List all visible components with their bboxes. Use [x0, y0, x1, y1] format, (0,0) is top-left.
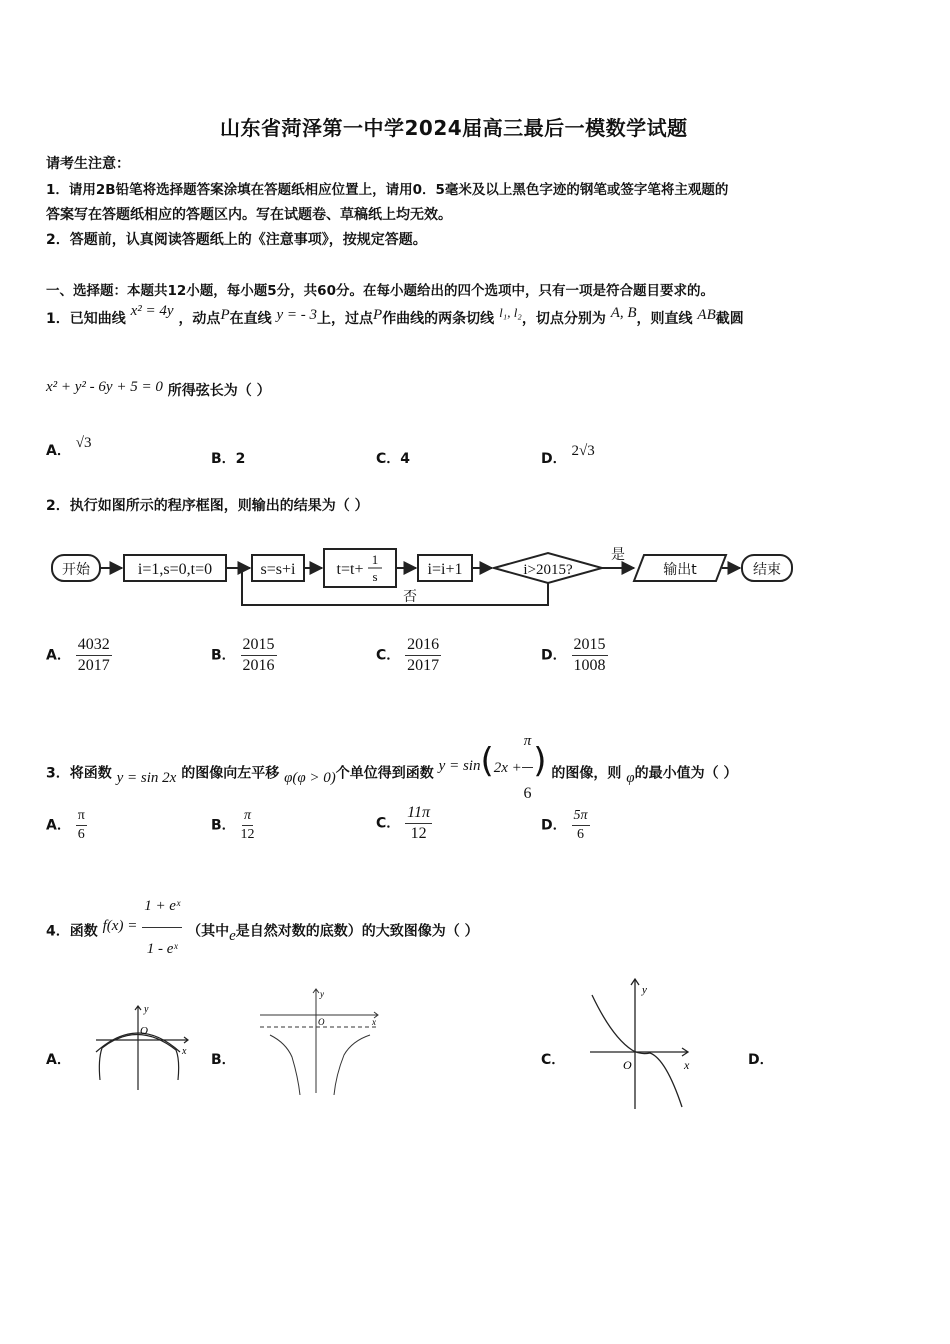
- q4-option-c[interactable]: C．: [541, 1052, 566, 1068]
- q1-text-2: ，动点: [178, 311, 221, 327]
- option-label: A．: [46, 443, 71, 459]
- q1-text-8: 截圆: [715, 311, 744, 327]
- flow-init-label: i=1,s=0,t=0: [137, 561, 213, 578]
- graph-a-origin-label: O: [140, 1025, 148, 1037]
- q1-text-6: ，切点分别为: [521, 311, 606, 327]
- graph-b-origin-label: O: [318, 1017, 325, 1027]
- graph-c-curve: [592, 995, 682, 1107]
- graph-b-x-label: x: [372, 1017, 376, 1027]
- q4-option-d[interactable]: D．: [748, 1052, 774, 1068]
- option-label: C．: [376, 647, 401, 664]
- q3-text-5: 的最小值为（ ）: [634, 765, 738, 782]
- q4-text-2: （其中: [187, 923, 230, 940]
- flow-condition-label: i>2015?: [523, 562, 573, 578]
- q2-option-c[interactable]: [376, 636, 441, 675]
- q1-text-9: 所得弦长为（ ）: [167, 383, 271, 399]
- q3-option-c[interactable]: [376, 804, 432, 843]
- option-label: D．: [541, 451, 567, 467]
- flow-i-label: i=i+1: [427, 561, 463, 578]
- q4-graph-a: [92, 1000, 202, 1095]
- q2-option-a[interactable]: [46, 636, 112, 675]
- graph-b-y-label: y: [320, 989, 324, 999]
- q1-text-5: 作曲线的两条切线: [382, 311, 495, 327]
- option-num: 2015: [572, 636, 608, 656]
- graph-a-curve-right: [102, 1034, 179, 1080]
- q3-func-2-num: π: [522, 716, 534, 768]
- q4-option-b[interactable]: B．: [211, 1052, 236, 1068]
- q1-option-b[interactable]: [211, 448, 245, 468]
- q1-text-1: 1．已知曲线: [46, 311, 126, 327]
- q1-line: y = - 3: [276, 307, 318, 323]
- q1-option-c[interactable]: [376, 448, 410, 468]
- flow-yes-label: 是: [611, 547, 625, 563]
- q1-stem-2: [46, 380, 271, 400]
- q3-option-d[interactable]: [541, 808, 590, 843]
- q3-func-2a: y = sin: [438, 757, 481, 774]
- q1-ab: AB: [697, 307, 716, 323]
- flow-no-label: 否: [403, 589, 417, 605]
- page-title: 山东省菏泽第一中学2024届高三最后一模数学试题: [220, 116, 688, 140]
- notice-line-2: 2．答题前，认真阅读答题纸上的《注意事项》，按规定答题。: [46, 232, 427, 248]
- q1-option-d[interactable]: [541, 440, 595, 467]
- option-num: π: [242, 808, 253, 826]
- q4-fx: f(x) =: [102, 917, 138, 934]
- q4-graph-b: [258, 985, 388, 1100]
- q1-points: A, B: [610, 305, 637, 321]
- option-label: D．: [541, 647, 567, 664]
- notice-line-1b: 答案写在答题纸相应的答题区内。写在试题卷、草稿纸上均无效。: [46, 207, 452, 223]
- q1-text-3: 在直线: [229, 311, 272, 327]
- option-num: 2015: [241, 636, 277, 656]
- q3-func-2b: 2x +: [493, 759, 522, 776]
- option-label: A．: [46, 817, 71, 834]
- q1-circle: x² + y² - 6y + 5 = 0: [46, 379, 163, 395]
- q3-func-2-den: 6: [523, 785, 532, 802]
- option-den: 1008: [573, 657, 606, 674]
- option-num: π: [76, 808, 87, 826]
- q3-func-1: y = sin 2x: [116, 769, 177, 786]
- q1-stem: [46, 304, 744, 334]
- q3-text-2: 的图像向左平移: [181, 765, 280, 782]
- q1-tangents: l₁, l₂: [499, 305, 522, 320]
- option-num: 4032: [76, 636, 112, 656]
- flowchart: [46, 545, 806, 615]
- flow-t-den: s: [372, 569, 378, 584]
- flow-s-label: s=s+i: [260, 561, 296, 578]
- notice-line-1a: 1．请用2B铅笔将选择题答案涂填在答题纸相应位置上，请用0．5毫米及以上黑色字迹的钢笔或签字笔将主观题的: [46, 182, 729, 198]
- graph-c-origin-label: O: [623, 1058, 632, 1072]
- q2-option-b[interactable]: [211, 636, 277, 675]
- option-den: 2017: [407, 657, 440, 674]
- option-label: B．: [211, 647, 236, 664]
- notice-heading: 请考生注意：: [46, 156, 130, 172]
- q3-text-3: 个单位得到函数: [335, 765, 434, 782]
- option-den: 6: [77, 827, 85, 842]
- flow-start-label: 开始: [62, 562, 90, 578]
- q2-option-d[interactable]: [541, 636, 608, 675]
- option-value: 2: [235, 451, 246, 467]
- graph-a-curve-left: [99, 1048, 102, 1080]
- option-label: C．: [376, 451, 401, 467]
- q1-point-p2: P: [373, 307, 383, 323]
- option-den: 6: [577, 827, 584, 842]
- q4-graph-c: [582, 975, 702, 1115]
- option-label: B．: [211, 817, 236, 834]
- q1-curve: x² = 4y: [130, 303, 174, 319]
- option-label: C．: [376, 815, 401, 832]
- q2-stem: 2．执行如图所示的程序框图，则输出的结果为（ ）: [46, 498, 369, 514]
- option-den: 12: [410, 825, 427, 842]
- q4-text-1: 4．函数: [46, 923, 98, 940]
- flow-t-num: 1: [371, 552, 379, 567]
- option-label: D．: [541, 817, 567, 834]
- q4-option-a[interactable]: A．: [46, 1052, 71, 1068]
- q1-point-p: P: [220, 307, 230, 323]
- q1-text-4: 上，过点: [317, 311, 374, 327]
- q1-option-a[interactable]: [46, 435, 92, 460]
- q4-text-3: 是自然对数的底数）的大致图像为（ ）: [235, 923, 479, 940]
- option-num: 2016: [405, 636, 441, 656]
- graph-a-y-label: y: [144, 1004, 149, 1015]
- graph-c-x-label: x: [684, 1058, 690, 1072]
- q4-e: e: [229, 927, 236, 944]
- graph-b-curve-left: [270, 1035, 300, 1095]
- option-num: 11π: [405, 804, 432, 824]
- graph-b-curve-right: [334, 1035, 370, 1095]
- option-den: 2016: [242, 657, 275, 674]
- q3-option-b[interactable]: [211, 808, 255, 843]
- option-label: A．: [46, 647, 71, 664]
- q3-option-a[interactable]: [46, 808, 87, 843]
- option-num: 5π: [572, 808, 590, 826]
- q3-shift: φ(φ > 0): [284, 769, 336, 786]
- q4-den: 1 - eˣ: [146, 941, 178, 957]
- option-label: B．: [211, 451, 236, 467]
- q3-text-1: 3．将函数: [46, 765, 112, 782]
- graph-c-y-label: y: [642, 984, 647, 996]
- flow-output-label: 输出t: [663, 562, 697, 578]
- q4-stem: [46, 890, 479, 973]
- q1-text-7: ，则直线: [636, 311, 693, 327]
- graph-a-x-label: x: [182, 1046, 187, 1057]
- q3-paren-close: ): [533, 740, 547, 781]
- flow-end-label: 结束: [753, 562, 781, 578]
- option-den: 12: [240, 827, 255, 842]
- section-heading: 一、选择题：本题共12小题，每小题5分，共60分。在每小题给出的四个选项中，只有一项是符合题目要求的。: [46, 283, 714, 299]
- option-value: 4: [400, 451, 411, 467]
- option-value: 2√3: [571, 443, 595, 459]
- option-value: √3: [75, 435, 92, 451]
- q3-paren-open: (: [480, 740, 494, 781]
- q3-phi: φ: [626, 769, 635, 786]
- q3-text-4: 的图像，则: [551, 765, 622, 782]
- flow-t-label: t=t+: [336, 561, 364, 578]
- option-den: 2017: [77, 657, 110, 674]
- q4-num: 1 + eˣ: [142, 886, 182, 928]
